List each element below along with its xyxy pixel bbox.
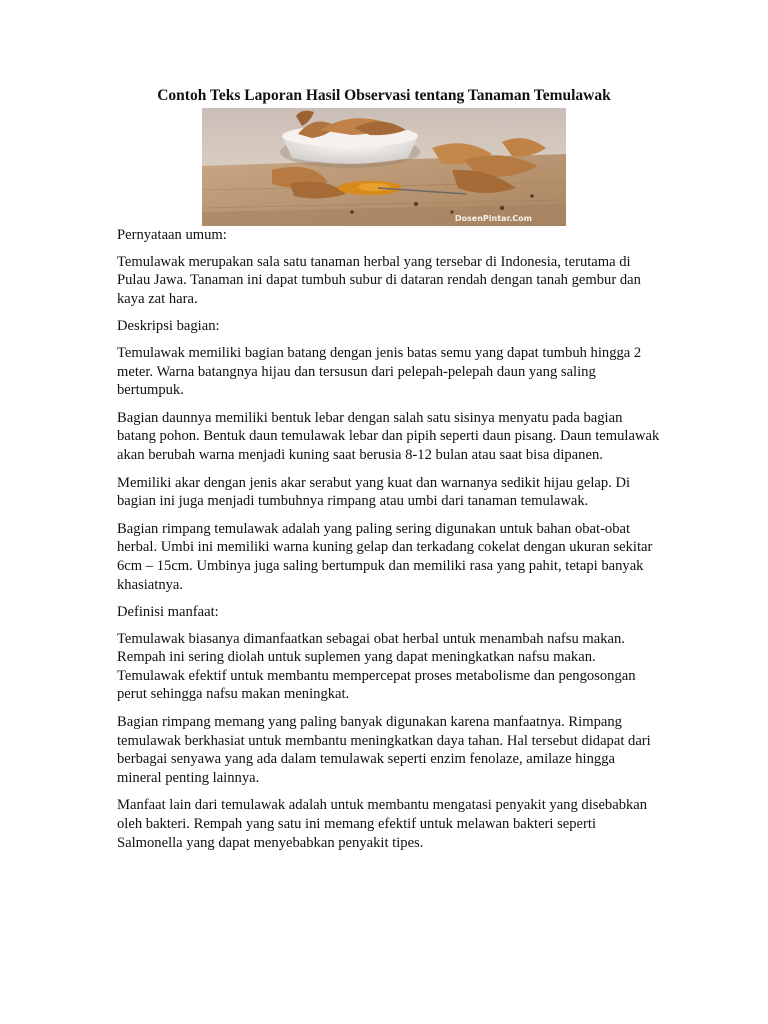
paragraph: Bagian daunnya memiliki bentuk lebar dengan salah satu sisinya menyatu pada bagian batang pohon. Bentuk daun temulawak lebar dan pipih seperti daun pisang. Daun temulawak akan berubah warna menjadi kuning saat berusia 8-12 bulan atau saat bisa dipanen.: [117, 409, 660, 463]
paragraph: Bagian rimpang memang yang paling banyak digunakan karena manfaatnya. Rimpang temulawak berkhasiat untuk membantu meningkatkan daya tahan. Hal tersebut didapat dari berbagai senyawa yang ada dalam temulawak seperti enzim fenolaze, amilaze hingga mineral penting lainnya.: [117, 714, 651, 786]
section-heading: Definisi manfaat:: [117, 604, 219, 621]
paragraph: Manfaat lain dari temulawak adalah untuk membantu mengatasi penyakit yang disebabkan oleh bakteri. Rempah yang satu ini memang efektif untuk melawan bakteri seperti Salmonella yang dapat menyebabkan penyakit tipes.: [117, 797, 648, 851]
temulawak-photo: [202, 108, 566, 226]
document-body: [117, 226, 662, 861]
paragraph: Bagian rimpang temulawak adalah yang paling sering digunakan untuk bahan obat-obat herbal. Umbi ini memiliki warna kuning gelap dan terkadang cokelat dengan ukuran sekitar 6cm – 15cm. Umbinya juga saling bertumpuk dan memiliki rasa yang pahit, tetapi banyak khasiatnya.: [117, 520, 653, 593]
document-title: Contoh Teks Laporan Hasil Observasi tentang Tanaman Temulawak: [157, 87, 611, 104]
section-heading: Deskripsi bagian:: [117, 318, 220, 335]
paragraph: Memiliki akar dengan jenis akar serabut yang kuat dan warnanya sedikit hijau gelap. Di bagian ini juga menjadi tumbuhnya rimpang atau umbi dari tanaman temulawak.: [117, 474, 631, 510]
photo-watermark: DosenPintar.Com: [454, 214, 532, 223]
paragraph: Temulawak biasanya dimanfaatkan sebagai obat herbal untuk menambah nafsu makan. Rempah ini sering diolah untuk suplemen yang dapat meningkatkan nafsu makan. Temulawak efektif untuk membantu mempercepat proses metabolisme dan pengosongan perut sehingga nafsu makan meningkat.: [117, 630, 636, 703]
paragraph: Temulawak merupakan sala satu tanaman herbal yang tersebar di Indonesia, terutama di Pulau Jawa. Tanaman ini dapat tumbuh subur di dataran rendah dengan tanah gembur dan kaya zat hara.: [117, 253, 641, 307]
paragraph: Temulawak memiliki bagian batang dengan jenis batas semu yang dapat tumbuh hingga 2 meter. Warna batangnya hijau dan tersusun dari pelepah-pelepah daun yang saling bertumpuk.: [117, 344, 642, 399]
section-heading: Pernyataan umum:: [117, 227, 227, 243]
